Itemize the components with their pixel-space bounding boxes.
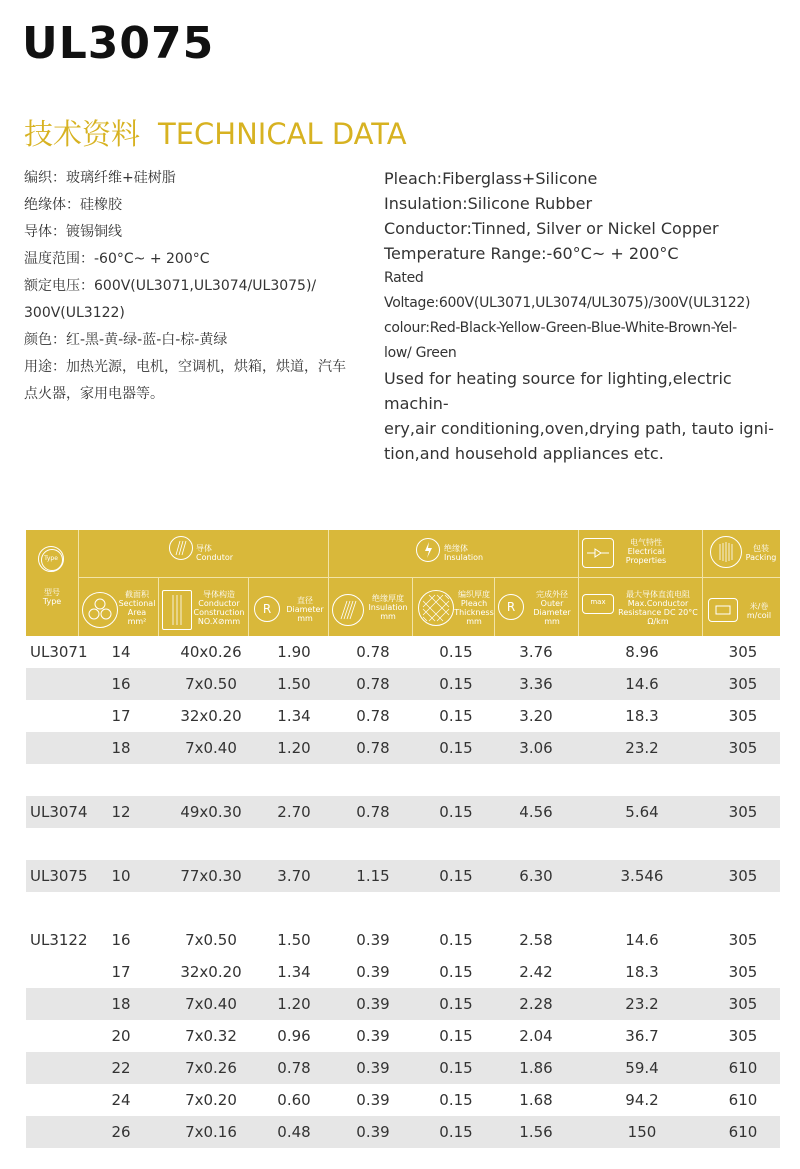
spec-line: Conductor:Tinned, Silver or Nickel Copper [384, 219, 719, 238]
cell-area [100, 828, 142, 860]
coil-icon [708, 598, 738, 622]
cell-dia: 1.34 [277, 963, 311, 981]
cell-area: 24 [111, 1091, 131, 1109]
area-header-en: Area [127, 608, 147, 617]
spec-line: 用途：加热光源，电机，空调机，烘箱，烘道，汽车 [24, 359, 346, 375]
cell-coil: 305 [728, 931, 758, 949]
cell-type [30, 764, 110, 796]
cell-dia: 2.70 [277, 803, 311, 821]
cell-pl: 0.15 [439, 707, 473, 725]
cell-coil: 610 [728, 1123, 758, 1141]
table-row [26, 860, 780, 892]
cell-type: UL3075 [30, 867, 88, 885]
spec-line: colour:Red-Black-Yellow-Green-Blue-White-Brown-Yel- [384, 320, 737, 336]
outer-header-unit: mm [544, 617, 560, 626]
cell-ins: 0.39 [356, 963, 390, 981]
cell-od [496, 764, 576, 796]
ins-thick-header-cn: 绝缘厚度 [372, 594, 404, 603]
cell-res: 23.2 [625, 995, 659, 1013]
cell-pl: 0.15 [439, 643, 473, 661]
cell-coil: 305 [728, 739, 758, 757]
cell-coil [706, 764, 780, 796]
cell-coil: 305 [728, 963, 758, 981]
spec-line: ery,air conditioning,oven,drying path, tauto igni- [384, 419, 774, 438]
packing-group-header [742, 544, 780, 562]
cell-cons: 7x0.20 [185, 1091, 237, 1109]
cell-od: 3.06 [519, 739, 553, 757]
ins-thick-header-en: Insulation [368, 603, 408, 612]
cell-res: 5.64 [625, 803, 659, 821]
cell-ins: 0.39 [356, 931, 390, 949]
cell-coil: 305 [728, 803, 758, 821]
cell-res: 8.96 [625, 643, 659, 661]
cell-cons: 32x0.20 [180, 963, 242, 981]
cell-dia: 1.50 [277, 931, 311, 949]
insulation-group-header [444, 544, 514, 562]
spec-line: low/ Green [384, 345, 457, 361]
cell-coil: 305 [728, 995, 758, 1013]
diameter-icon: R [254, 596, 280, 622]
cell-area: 18 [111, 995, 131, 1013]
cell-dia: 1.20 [277, 739, 311, 757]
cell-ins: 0.78 [356, 675, 390, 693]
cell-pl: 0.15 [439, 675, 473, 693]
cell-cons [166, 764, 256, 796]
cell-cons: 77x0.30 [180, 867, 242, 885]
header-divider [702, 530, 703, 636]
resist-header-en: Resistance DC 20°C [618, 608, 698, 617]
cell-ins: 0.78 [356, 707, 390, 725]
insulation-icon [416, 538, 440, 562]
sectional-area-header [116, 590, 158, 626]
cell-pl: 0.15 [439, 803, 473, 821]
coil-header-cn: 米/卷 [749, 602, 769, 611]
cell-coil: 305 [728, 675, 758, 693]
spec-line: Temperature Range:-60°C~ + 200°C [384, 244, 679, 263]
diameter-header-en: Diameter [286, 605, 324, 614]
table-row [26, 1020, 780, 1052]
type-header-cn: 型号 [44, 588, 60, 597]
area-header-unit: mm² [127, 617, 147, 626]
cell-dia [262, 828, 326, 860]
diameter-header-cn: 直径 [297, 596, 313, 605]
page-title: UL3075 [22, 18, 215, 69]
cell-coil [706, 892, 780, 924]
cell-od: 3.36 [519, 675, 553, 693]
cell-area: 14 [111, 643, 131, 661]
packing-header-cn: 包装 [753, 544, 769, 553]
cell-res: 23.2 [625, 739, 659, 757]
type-icon [38, 546, 64, 572]
cell-ins: 1.15 [356, 867, 390, 885]
table-row [26, 1084, 780, 1116]
pleach-thickness-header [454, 590, 494, 626]
cell-ins: 0.39 [356, 1027, 390, 1045]
section-heading-cn: 技术资料 [24, 117, 141, 151]
cell-pl: 0.15 [439, 963, 473, 981]
cell-od: 2.42 [519, 963, 553, 981]
cell-area: 17 [111, 963, 131, 981]
header-divider [328, 530, 329, 636]
cell-cons: 7x0.50 [185, 675, 237, 693]
cell-od [496, 892, 576, 924]
cell-dia: 1.20 [277, 995, 311, 1013]
cell-dia: 0.48 [277, 1123, 311, 1141]
construction-header-en: Conductor [198, 599, 240, 608]
area-header-en: Sectional [118, 599, 156, 608]
spec-line: 绝缘体：硅橡胶 [24, 197, 122, 213]
cell-res: 94.2 [625, 1091, 659, 1109]
resistance-header [614, 590, 702, 626]
cell-res: 14.6 [625, 675, 659, 693]
conductor-icon [169, 536, 193, 560]
cell-dia: 0.78 [277, 1059, 311, 1077]
construction-icon [162, 590, 192, 630]
cell-od: 3.76 [519, 643, 553, 661]
outer-header-cn: 完成外径 [536, 590, 568, 599]
cell-coil: 305 [728, 643, 758, 661]
cell-area [100, 764, 142, 796]
cell-pl: 0.15 [439, 867, 473, 885]
resist-header-unit: Ω/km [647, 617, 669, 626]
cell-ins: 0.39 [356, 1059, 390, 1077]
header-divider [248, 577, 249, 636]
cell-type [30, 988, 110, 1020]
ins-thick-header-unit: mm [380, 612, 396, 621]
table-body [26, 636, 780, 1148]
table-row [26, 1116, 780, 1148]
packing-icon [710, 536, 742, 568]
section-heading-en: TECHNICAL DATA [158, 117, 407, 151]
electrical-header-cn: 电气特性 [630, 538, 662, 547]
cell-pl: 0.15 [439, 1091, 473, 1109]
diameter-header-unit: mm [297, 614, 313, 623]
table-row [26, 924, 780, 956]
cell-res [592, 828, 692, 860]
cell-od: 6.30 [519, 867, 553, 885]
cell-type [30, 732, 110, 764]
insulation-thickness-header [364, 594, 412, 621]
insulation-header-en: Insulation [444, 553, 484, 562]
cell-pl: 0.15 [439, 1123, 473, 1141]
cell-area: 16 [111, 931, 131, 949]
cell-area: 10 [111, 867, 131, 885]
conductor-header-cn: 导体 [196, 544, 212, 553]
cell-ins: 0.39 [356, 1091, 390, 1109]
type-header [26, 588, 78, 606]
cell-type [30, 1020, 110, 1052]
table-row [26, 796, 780, 828]
conductor-group-header [196, 544, 266, 562]
table-row [26, 636, 780, 668]
cell-ins: 0.39 [356, 1123, 390, 1141]
cell-type [30, 892, 110, 924]
cell-ins: 0.78 [356, 803, 390, 821]
cell-area: 20 [111, 1027, 131, 1045]
cell-ins: 0.78 [356, 643, 390, 661]
cell-res [592, 764, 692, 796]
section-heading [24, 112, 407, 153]
cell-area: 18 [111, 739, 131, 757]
cell-pl: 0.15 [439, 1027, 473, 1045]
cell-cons: 7x0.40 [185, 739, 237, 757]
cell-dia: 1.50 [277, 675, 311, 693]
type-icon-label: Type [44, 555, 58, 562]
construction-header-en: Construction [193, 608, 245, 617]
resistance-icon-label: max [590, 598, 606, 606]
conductor-header-en: Condutor [196, 553, 234, 562]
cell-dia: 1.90 [277, 643, 311, 661]
cell-res [592, 892, 692, 924]
cell-ins [328, 892, 418, 924]
outer-diameter-header [526, 590, 578, 626]
header-divider [158, 577, 159, 636]
cell-pl: 0.15 [439, 1059, 473, 1077]
spec-line: Insulation:Silicone Rubber [384, 194, 593, 213]
electrical-group-header [614, 538, 678, 565]
cell-coil: 610 [728, 1059, 758, 1077]
cell-area: 26 [111, 1123, 131, 1141]
cell-dia [262, 892, 326, 924]
pleach-icon [418, 590, 454, 626]
cell-type [30, 1116, 110, 1148]
cell-pl: 0.15 [439, 995, 473, 1013]
cell-od [496, 828, 576, 860]
table-row [26, 988, 780, 1020]
cell-coil: 305 [728, 707, 758, 725]
cell-pl [420, 828, 492, 860]
spec-line: 额定电压：600V(UL3071,UL3074/UL3075)/ [24, 278, 317, 294]
cell-type [30, 1052, 110, 1084]
electrical-header-en: Electrical [627, 547, 665, 556]
cell-pl: 0.15 [439, 739, 473, 757]
specs-chinese [24, 165, 364, 408]
cell-type [30, 828, 110, 860]
construction-header-cn: 导体构造 [203, 590, 235, 599]
header-divider [78, 577, 780, 578]
cell-area: 16 [111, 675, 131, 693]
spec-line: Rated Voltage:600V(UL3071,UL3074/UL3075)/300V(UL3122) [384, 270, 751, 311]
cell-od: 4.56 [519, 803, 553, 821]
cell-od: 2.28 [519, 995, 553, 1013]
cell-cons [166, 828, 256, 860]
cell-dia: 3.70 [277, 867, 311, 885]
outer-header-en: Diameter [533, 608, 571, 617]
construction-header-unit: NO.X⊘mm [197, 617, 241, 626]
electrical-icon [582, 538, 614, 568]
cell-cons: 7x0.40 [185, 995, 237, 1013]
cell-od: 3.20 [519, 707, 553, 725]
cell-cons: 49x0.30 [180, 803, 242, 821]
cell-ins: 0.78 [356, 739, 390, 757]
cell-dia: 1.34 [277, 707, 311, 725]
cell-res: 36.7 [625, 1027, 659, 1045]
cell-cons: 7x0.26 [185, 1059, 237, 1077]
header-divider [578, 530, 579, 636]
cell-ins: 0.39 [356, 995, 390, 1013]
cell-type: UL3074 [30, 803, 88, 821]
table-row [26, 1052, 780, 1084]
cell-cons: 7x0.32 [185, 1027, 237, 1045]
cell-cons [166, 892, 256, 924]
packing-header-en: Packing [745, 553, 777, 562]
cell-res: 59.4 [625, 1059, 659, 1077]
sectional-area-icon [82, 592, 118, 628]
spec-line: 颜色：红-黑-黄-绿-蓝-白-棕-黄绿 [24, 332, 228, 348]
technical-data-table [26, 530, 780, 1148]
table-header [26, 530, 780, 636]
spec-line: 编织：玻璃纤维+硅树脂 [24, 170, 176, 186]
cell-area: 12 [111, 803, 131, 821]
cell-dia: 0.60 [277, 1091, 311, 1109]
cell-od: 2.04 [519, 1027, 553, 1045]
outer-header-en: Outer [540, 599, 564, 608]
spec-line: tion,and household appliances etc. [384, 444, 664, 463]
outer-diameter-icon: R [498, 594, 524, 620]
table-row [26, 828, 780, 860]
cell-pl [420, 764, 492, 796]
header-divider [78, 530, 79, 636]
cell-od: 1.68 [519, 1091, 553, 1109]
table-row [26, 732, 780, 764]
cell-pl: 0.15 [439, 931, 473, 949]
cell-coil: 305 [728, 867, 758, 885]
resist-header-cn: 最大导体直流电阻 [626, 590, 690, 599]
cell-od: 2.58 [519, 931, 553, 949]
coil-header [738, 602, 780, 620]
table-row [26, 668, 780, 700]
cell-res: 18.3 [625, 963, 659, 981]
pleach-header-en: Thickness [454, 608, 494, 617]
table-row [26, 892, 780, 924]
cell-od: 1.86 [519, 1059, 553, 1077]
resistance-icon [582, 594, 614, 614]
diameter-header [282, 596, 328, 623]
insulation-header-cn: 绝缘体 [444, 544, 468, 553]
cell-coil: 305 [728, 1027, 758, 1045]
table-row [26, 700, 780, 732]
cell-dia [262, 764, 326, 796]
cell-coil [706, 828, 780, 860]
spec-line: Pleach:Fiberglass+Silicone [384, 169, 598, 188]
cell-type: UL3122 [30, 931, 88, 949]
cell-type: UL3071 [30, 643, 88, 661]
cell-area: 17 [111, 707, 131, 725]
cell-cons: 7x0.50 [185, 931, 237, 949]
specs-english [384, 166, 784, 466]
spec-line: 点火器，家用电器等。 [24, 386, 164, 402]
cell-type [30, 700, 110, 732]
cell-res: 150 [627, 1123, 657, 1141]
cell-ins [328, 828, 418, 860]
table-row [26, 956, 780, 988]
header-divider [494, 577, 495, 636]
cell-res: 14.6 [625, 931, 659, 949]
pleach-header-unit: mm [466, 617, 482, 626]
cell-type [30, 956, 110, 988]
pleach-header-en: Pleach [460, 599, 488, 608]
cell-pl [420, 892, 492, 924]
cell-res: 18.3 [625, 707, 659, 725]
type-header-en: Type [42, 597, 62, 606]
insulation-thickness-icon [332, 594, 364, 626]
spec-line: 温度范围：-60°C~ + 200°C [24, 251, 210, 267]
spec-line: 300V(UL3122) [24, 305, 125, 321]
cell-ins [328, 764, 418, 796]
electrical-header-en: Properties [625, 556, 667, 565]
spec-line: 导体：镀锡铜线 [24, 224, 122, 240]
cell-area: 22 [111, 1059, 131, 1077]
cell-cons: 7x0.16 [185, 1123, 237, 1141]
cell-coil: 610 [728, 1091, 758, 1109]
area-header-cn: 截面积 [125, 590, 149, 599]
cell-od: 1.56 [519, 1123, 553, 1141]
cell-cons: 40x0.26 [180, 643, 242, 661]
coil-header-en: m/coil [746, 611, 772, 620]
resist-header-en: Max.Conductor [627, 599, 689, 608]
cell-res: 3.546 [620, 867, 664, 885]
cell-type [30, 668, 110, 700]
construction-header [190, 590, 248, 626]
cell-area [100, 892, 142, 924]
cell-dia: 0.96 [277, 1027, 311, 1045]
pleach-header-cn: 编织厚度 [458, 590, 490, 599]
spec-line: Used for heating source for lighting,electric machin- [384, 369, 732, 413]
table-row [26, 764, 780, 796]
cell-type [30, 1084, 110, 1116]
cell-cons: 32x0.20 [180, 707, 242, 725]
header-divider [412, 577, 413, 636]
